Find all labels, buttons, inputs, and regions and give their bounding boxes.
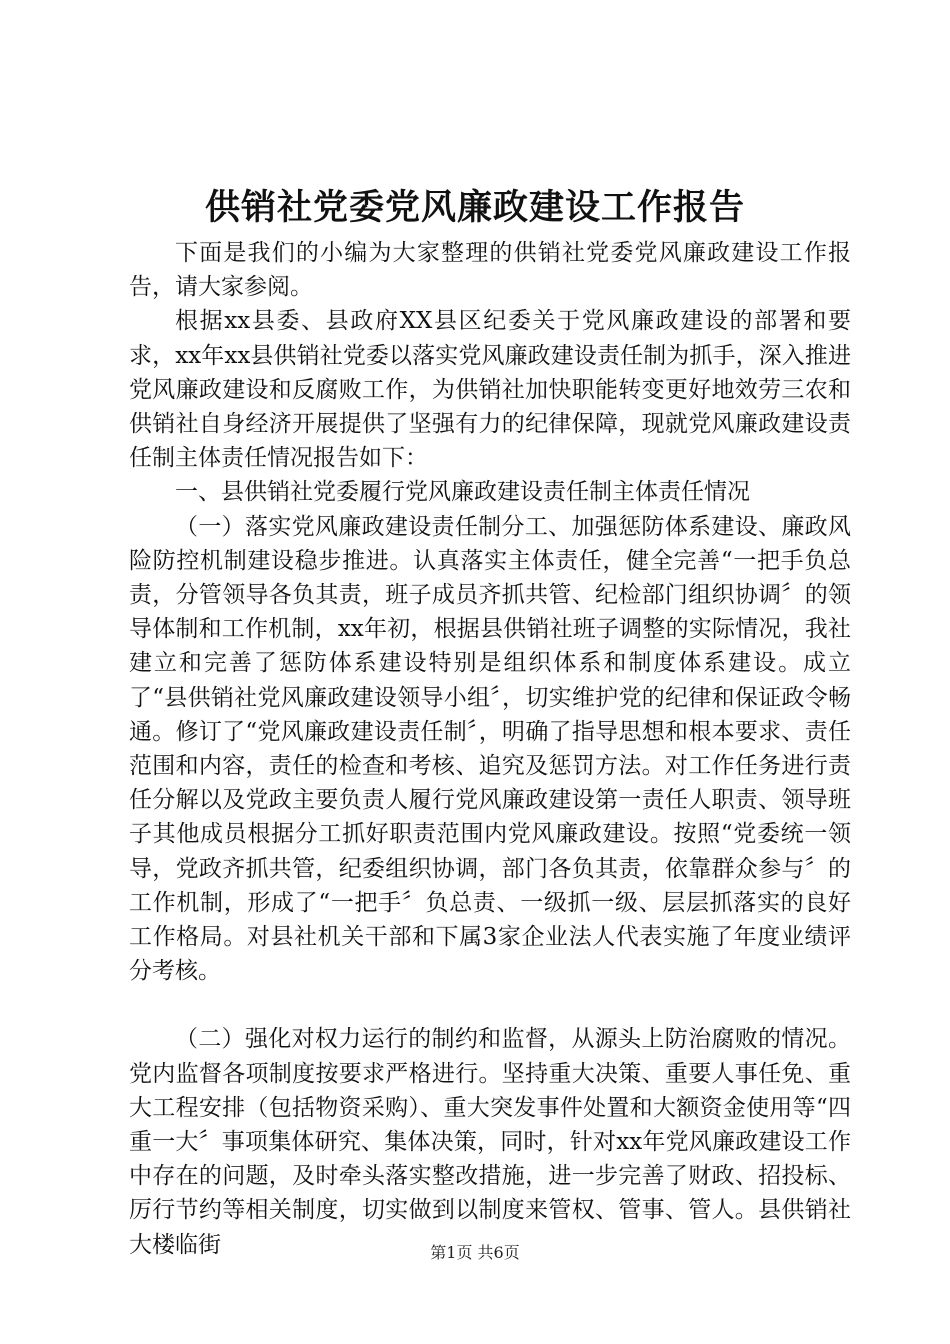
intro-paragraph: 下面是我们的小编为大家整理的供销社党委党风廉政建设工作报告，请大家参阅。 xyxy=(129,240,851,301)
document-title: 供销社党委党风廉政建设工作报告 xyxy=(204,187,745,228)
subsection-2-paragraph: （二）强化对权力运行的制约和监督，从源头上防治腐败的情况。党内监督各项制度按要求严格进行。坚持重大决策、重要人事任免、重大工程安排（包括物资采购）、重大突发事件处置和大额资金使用等“四重一大〞事项集体研究、集体决策，同时，针对xx年党风廉政建设工作中存在的问题，及时牵头落实整改措施，进一步完善了财政、招投标、厉行节约等相关制度，切实做到以制度来管权、管事、管人。县供销社大楼临街 xyxy=(129,1026,851,1258)
section-heading: 一、县供销社党委履行党风廉政建设责任制主体责任情况 xyxy=(175,479,750,506)
subsection-1-paragraph: （一）落实党风廉政建设责任制分工、加强惩防体系建设、廉政风险防控机制建设稳步推进。认真落实主体责任，健全完善“一把手负总责，分管领导各负其责，班子成员齐抓共管、纪检部门组织协调〞的领导体制和工作机制，xx年初，根据县供销社班子调整的实际情况，我社建立和完善了惩防体系建设特别是组织体系和制度体系建设。成立了“县供销社党风廉政建设领导小组〞，切实维护党的纪律和保证政令畅通。修订了“党风廉政建设责任制〞，明确了指导思想和根本要求、责任范围和内容，责任的检查和考核、追究及惩罚方法。对工作任务进行责任分解以及党政主要负责人履行党风廉政建设第一责任人职责、领导班子其他成员根据分工抓好职责范围内党风廉政建设。按照“党委统一领导，党政齐抓共管，纪委组织协调，部门各负其责，依靠群众参与〞的工作机制，形成了“一把手〞负总责、一级抓一级、层层抓落实的良好工作格局。对县社机关干部和下属3家企业法人代表实施了年度业绩评分考核。 xyxy=(129,513,851,985)
background-paragraph: 根据xx县委、县政府XX县区纪委关于党风廉政建设的部署和要求，xx年xx县供销社党委以落实党风廉政建设责任制为抓手，深入推进党风廉政建设和反腐败工作，为供销社加快职能转变更好地效劳三农和供销社自身经济开展提供了坚强有力的纪律保障，现就党风廉政建设责任制主体责任情况报告如下： xyxy=(129,308,851,472)
page-number: 第1页 共6页 xyxy=(430,1243,520,1262)
document-body xyxy=(129,236,851,1262)
